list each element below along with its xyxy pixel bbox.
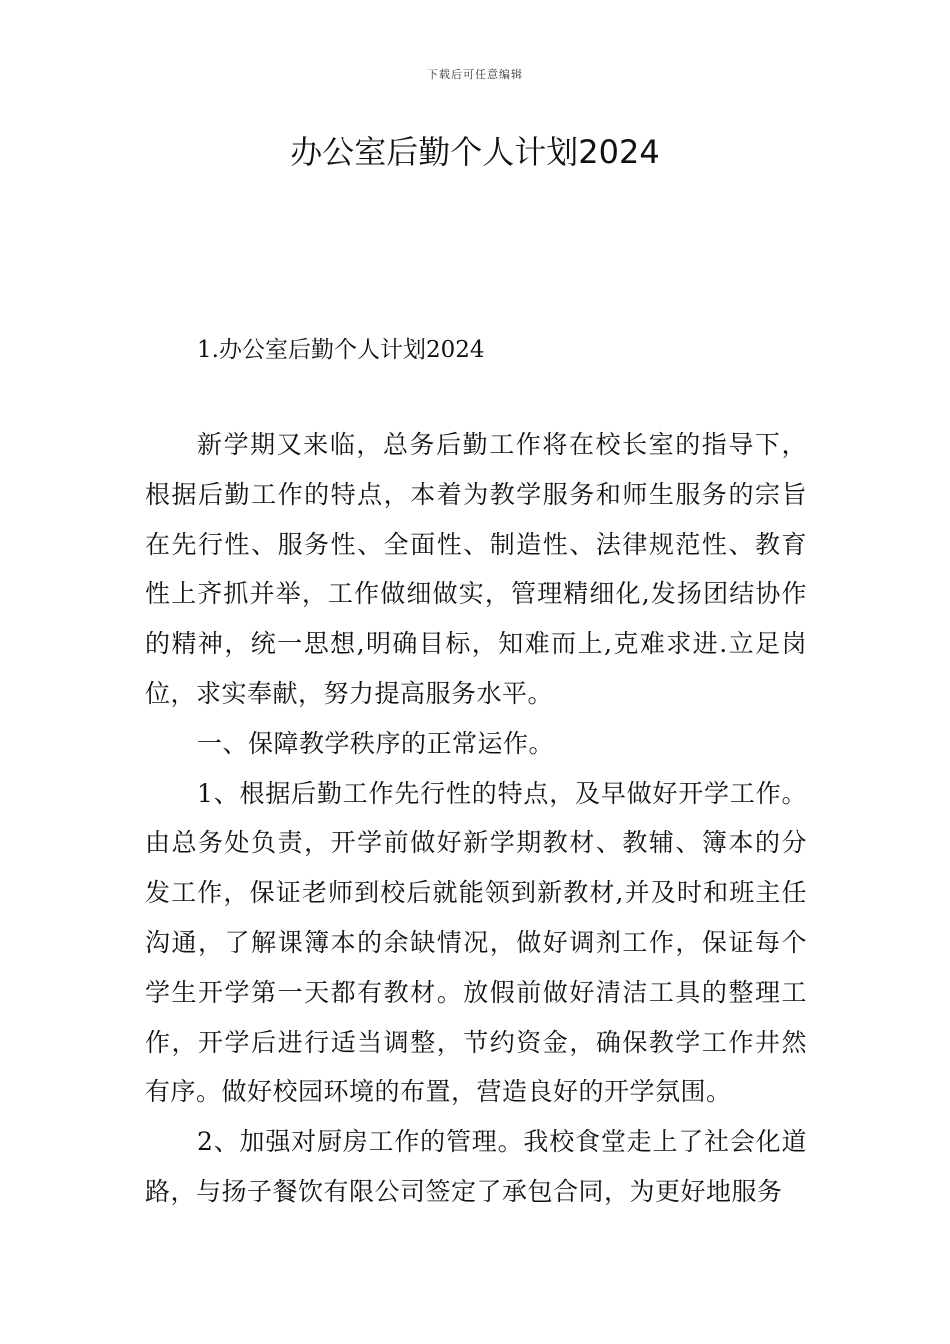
header-note: 下载后可任意编辑: [427, 68, 523, 81]
document-title: 办公室后勤个人计划2024: [290, 133, 660, 171]
paragraph-item-one: 1、根据后勤工作先行性的特点，及早做好开学工作。由总务处负责，开学前做好新学期教材、教辅、簿本的分发工作，保证老师到校后就能领到新教材,并及时和班主任沟通，了解课簿本的余缺情况，做好调剂工作，保证每个学生开学第一天都有教材。放假前做好清洁工具的整理工作，开学后进行适当调整，节约资金，确保教学工作井然有序。做好校园环境的布置，营造良好的开学氛围。: [145, 778, 807, 1107]
section-heading: 1.办公室后勤个人计划2024: [197, 337, 485, 363]
paragraph-heading-one: 一、保障教学秩序的正常运作。: [197, 728, 555, 758]
document-body: [145, 330, 807, 1217]
paragraph-intro: 新学期又来临，总务后勤工作将在校长室的指导下，根据后勤工作的特点，本着为教学服务和师生服务的宗旨在先行性、服务性、全面性、制造性、法律规范性、教育性上齐抓并举，工作做细做实，管理精细化,发扬团结协作的精神，统一思想,明确目标，知难而上,克难求进.立足岗位，求实奉献，努力提高服务水平。: [145, 430, 807, 708]
paragraph-item-two: 2、加强对厨房工作的管理。我校食堂走上了社会化道路，与扬子餐饮有限公司签定了承包合同，为更好地服务: [145, 1127, 807, 1206]
